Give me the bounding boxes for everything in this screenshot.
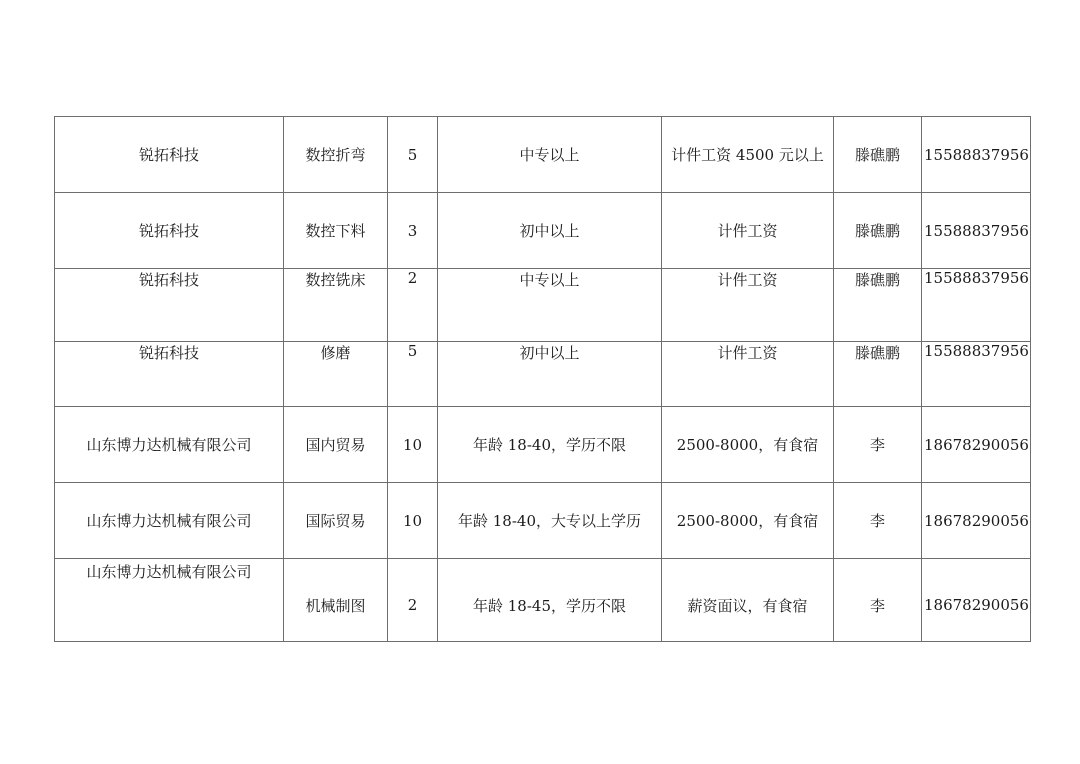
count-cell: 2 [388,269,438,342]
position-cell: 机械制图 [284,559,388,642]
count-cell: 2 [388,559,438,642]
company-cell: 锐拓科技 [55,342,284,407]
contact-cell: 滕礁鹏 [834,117,922,193]
contact-cell: 滕礁鹏 [834,342,922,407]
requirement-cell: 中专以上 [438,117,662,193]
company-cell: 山东博力达机械有限公司 [55,483,284,559]
table-row [55,559,1031,642]
phone-cell: 15588837956 [922,117,1031,193]
phone-cell: 15588837956 [922,269,1031,342]
table-row [55,117,1031,193]
count-cell: 3 [388,193,438,269]
requirement-cell: 年龄 18-40，大专以上学历 [438,483,662,559]
contact-cell: 李 [834,483,922,559]
contact-cell: 滕礁鹏 [834,193,922,269]
salary-cell: 薪资面议，有食宿 [662,559,834,642]
job-listing-table [54,116,1031,642]
requirement-cell: 初中以上 [438,193,662,269]
contact-cell: 滕礁鹏 [834,269,922,342]
requirement-cell: 中专以上 [438,269,662,342]
phone-cell: 15588837956 [922,342,1031,407]
company-cell: 锐拓科技 [55,117,284,193]
phone-cell: 18678290056 [922,407,1031,483]
company-cell: 锐拓科技 [55,269,284,342]
table-row [55,193,1031,269]
phone-cell: 15588837956 [922,193,1031,269]
position-cell: 修磨 [284,342,388,407]
position-cell: 国际贸易 [284,483,388,559]
salary-cell: 计件工资 [662,342,834,407]
position-cell: 数控下料 [284,193,388,269]
count-cell: 10 [388,483,438,559]
salary-cell: 计件工资 [662,269,834,342]
position-cell: 国内贸易 [284,407,388,483]
company-cell: 山东博力达机械有限公司 [55,407,284,483]
salary-cell: 2500-8000，有食宿 [662,483,834,559]
contact-cell: 李 [834,407,922,483]
requirement-cell: 年龄 18-40，学历不限 [438,407,662,483]
table-row [55,407,1031,483]
table-row [55,483,1031,559]
phone-cell: 18678290056 [922,559,1031,642]
count-cell: 5 [388,342,438,407]
salary-cell: 计件工资 [662,193,834,269]
phone-cell: 18678290056 [922,483,1031,559]
salary-cell: 2500-8000，有食宿 [662,407,834,483]
table-row [55,342,1031,407]
company-cell: 山东博力达机械有限公司 [55,559,284,642]
salary-cell: 计件工资 4500 元以上 [662,117,834,193]
count-cell: 10 [388,407,438,483]
company-cell: 锐拓科技 [55,193,284,269]
table-row [55,269,1031,342]
count-cell: 5 [388,117,438,193]
position-cell: 数控折弯 [284,117,388,193]
requirement-cell: 初中以上 [438,342,662,407]
contact-cell: 李 [834,559,922,642]
requirement-cell: 年龄 18-45，学历不限 [438,559,662,642]
position-cell: 数控铣床 [284,269,388,342]
